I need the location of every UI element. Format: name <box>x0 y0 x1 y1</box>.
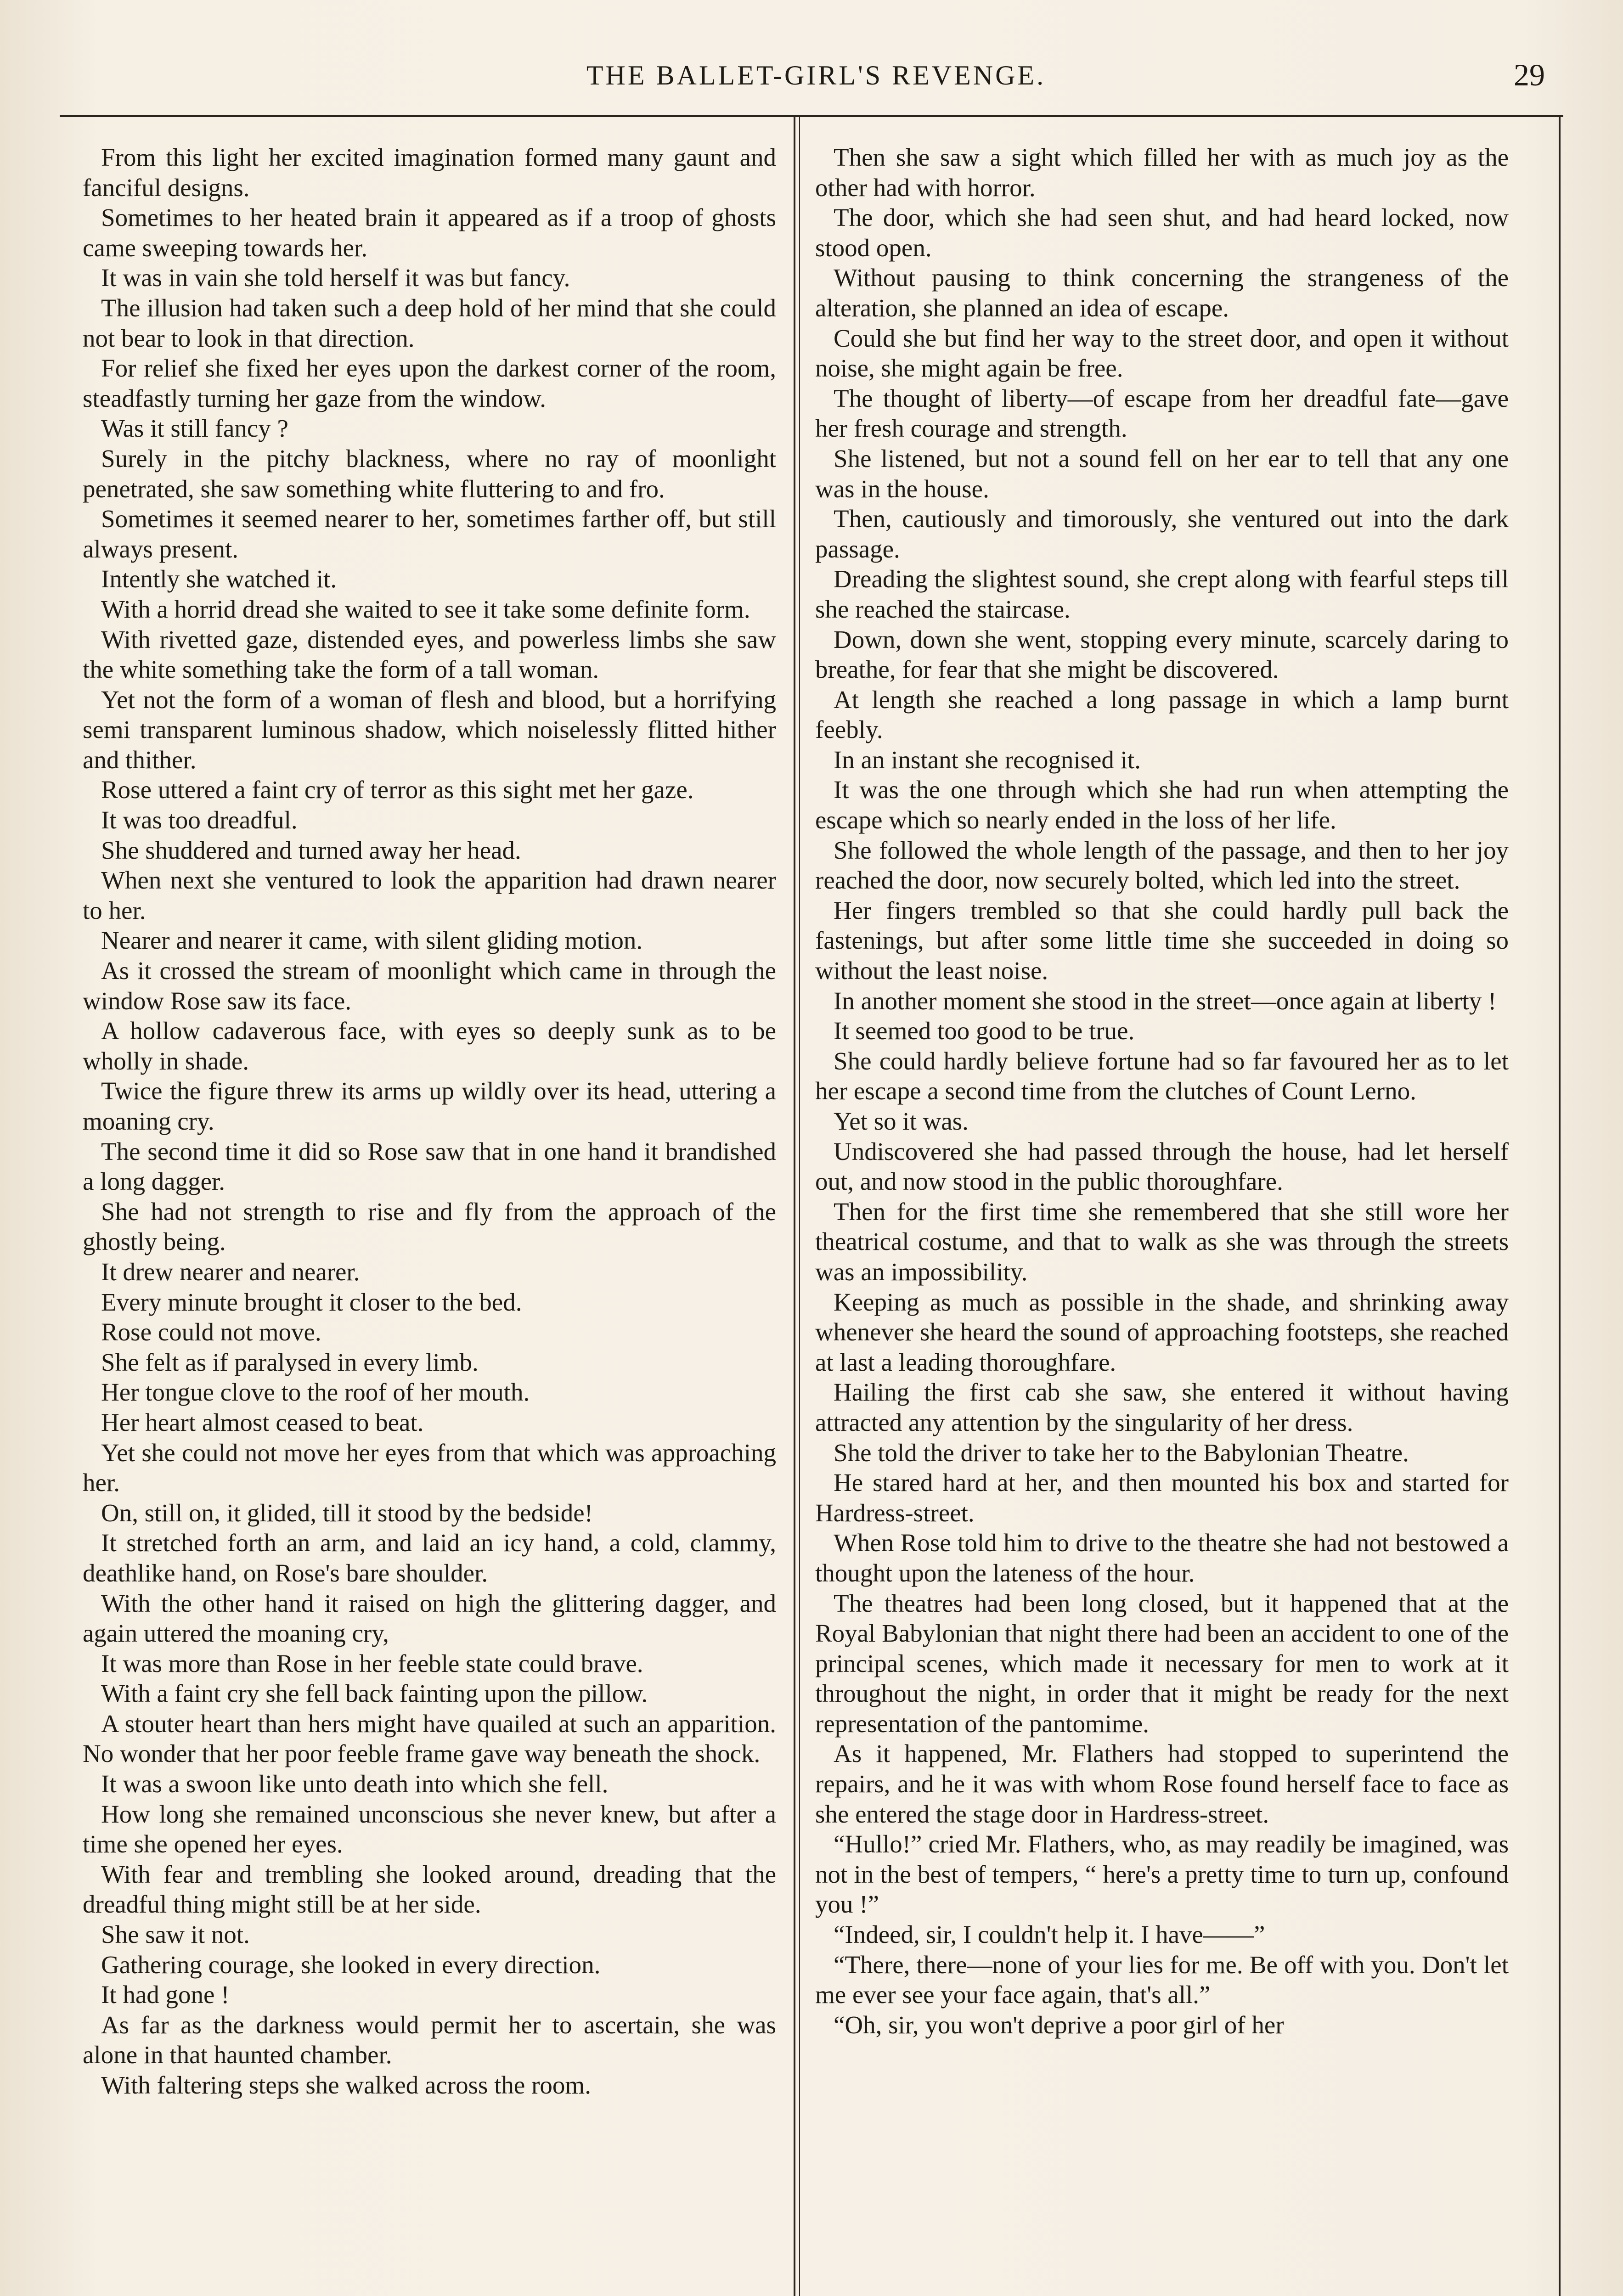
paragraph: She told the driver to take her to the Babylonian Theatre. <box>834 1438 1409 1467</box>
column-divider-thin <box>799 115 800 2296</box>
paragraph: Undiscovered she had passed through the house, had let herself out, and now stood in the public thoroughfare. <box>815 1137 1509 1196</box>
paragraph: It was more than Rose in her feeble state could brave. <box>101 1649 643 1677</box>
paragraph: Every minute brought it closer to the bed. <box>101 1288 522 1316</box>
paragraph: She had not strength to rise and fly from the approach of the ghostly being. <box>83 1197 776 1256</box>
paragraph: A hollow cadaverous face, with eyes so deeply sunk as to be wholly in shade. <box>83 1017 776 1075</box>
paragraph: Could she but find her way to the street door, and open it without noise, she might again be free. <box>815 324 1509 383</box>
paragraph: She saw it not. <box>101 1920 250 1949</box>
paragraph: As far as the darkness would permit her to ascertain, she was alone in that haunted chamber. <box>83 2010 776 2069</box>
paragraph: The second time it did so Rose saw that in one hand it brandished a long dagger. <box>83 1137 776 1196</box>
paragraph: Gathering courage, she looked in every direction. <box>101 1950 601 1979</box>
paragraph: On, still on, it glided, till it stood by the bedside! <box>101 1498 593 1527</box>
paragraph: She could hardly believe fortune had so far favoured her as to let her escape a second time from the clutches of Count Lerno. <box>815 1047 1509 1105</box>
paragraph: With the other hand it raised on high the glittering dagger, and again uttered the moaning cry, <box>83 1589 776 1648</box>
paragraph: How long she remained unconscious she never knew, but after a time she opened her eyes. <box>83 1800 776 1858</box>
paragraph: It had gone ! <box>101 1981 230 2009</box>
paragraph: Her heart almost ceased to beat. <box>101 1408 424 1436</box>
left-column <box>83 142 776 2100</box>
paragraph: Hailing the first cab she saw, she entered it without having attracted any attention by the singularity of her dress. <box>815 1378 1509 1436</box>
paragraph: With rivetted gaze, distended eyes, and powerless limbs she saw the white something take the form of a tall woman. <box>83 625 776 684</box>
paragraph: It was the one through which she had run when attempting the escape which so nearly ended in the loss of her life. <box>815 776 1509 834</box>
paragraph: Surely in the pitchy blackness, where no ray of moonlight penetrated, she saw something white fluttering to and fro. <box>83 444 776 503</box>
paragraph: Yet not the form of a woman of flesh and blood, but a horrifying semi transparent luminous shadow, which noiselessly flitted hither and thither. <box>83 685 776 774</box>
top-rule <box>60 115 1563 117</box>
paragraph: Sometimes it seemed nearer to her, sometimes farther off, but still always present. <box>83 505 776 563</box>
running-title: THE BALLET-GIRL'S REVENGE. <box>586 60 1046 90</box>
paragraph: With a faint cry she fell back fainting upon the pillow. <box>101 1679 648 1708</box>
paragraph: “Indeed, sir, I couldn't help it. I have——” <box>834 1920 1265 1949</box>
page-header <box>69 51 1563 101</box>
paragraph: Rose could not move. <box>101 1318 321 1346</box>
paragraph: Rose uttered a faint cry of terror as this sight met her gaze. <box>101 776 694 804</box>
paragraph: A stouter heart than hers might have quailed at such an apparition. No wonder that her poor feeble frame gave way beneath the shock. <box>83 1709 776 1768</box>
paragraph: In another moment she stood in the street—once again at liberty ! <box>834 986 1497 1015</box>
paragraph: “Hullo!” cried Mr. Flathers, who, as may readily be imagined, was not in the best of tempers, “ here's a pretty time to turn up, confound you !” <box>815 1830 1509 1919</box>
paragraph: The theatres had been long closed, but it happened that at the Royal Babylonian that night there had been an accident to one of the principal scenes, which made it necessary for men to work at it throughout the night, in order that it might be ready for the next representation of the pantomime. <box>815 1589 1509 1738</box>
paragraph: At length she reached a long passage in which a lamp burnt feebly. <box>815 685 1509 744</box>
paragraph: She shuddered and turned away her head. <box>101 836 521 864</box>
paragraph: Twice the figure threw its arms up wildly over its head, uttering a moaning cry. <box>83 1077 776 1135</box>
paragraph: Her tongue clove to the roof of her mouth. <box>101 1378 530 1407</box>
paragraph: The illusion had taken such a deep hold of her mind that she could not bear to look in that direction. <box>83 293 776 352</box>
paragraph: When next she ventured to look the apparition had drawn nearer to her. <box>83 866 776 924</box>
paragraph: Nearer and nearer it came, with silent gliding motion. <box>101 926 643 955</box>
paragraph: The thought of liberty—of escape from her dreadful fate—gave her fresh courage and strength. <box>815 384 1509 443</box>
paragraph: Was it still fancy ? <box>101 414 288 443</box>
paragraph: “Oh, sir, you won't deprive a poor girl of her <box>834 2010 1284 2039</box>
paragraph: Then, cautiously and timorously, she ventured out into the dark passage. <box>815 505 1509 563</box>
paragraph: Keeping as much as possible in the shade, and shrinking away whenever she heard the sound of approaching footsteps, she reached at last a leading thoroughfare. <box>815 1288 1509 1376</box>
paragraph: He stared hard at her, and then mounted his box and started for Hardress-street. <box>815 1469 1509 1527</box>
page-number: 29 <box>1514 57 1545 92</box>
paragraph: Down, down she went, stopping every minute, scarcely daring to breathe, for fear that she might be discovered. <box>815 625 1509 684</box>
paragraph: As it crossed the stream of moonlight which came in through the window Rose saw its face. <box>83 957 776 1015</box>
paragraph: It was too dreadful. <box>101 806 298 834</box>
paragraph: For relief she fixed her eyes upon the darkest corner of the room, steadfastly turning her gaze from the window. <box>83 354 776 412</box>
paragraph: With fear and trembling she looked around, dreading that the dreadful thing might still be at her side. <box>83 1860 776 1919</box>
paragraph: The door, which she had seen shut, and had heard locked, now stood open. <box>815 203 1509 262</box>
paragraph: Her fingers trembled so that she could hardly pull back the fastenings, but after some little time she succeeded in doing so without the least noise. <box>815 896 1509 985</box>
paragraph: Without pausing to think concerning the strangeness of the alteration, she planned an idea of escape. <box>815 264 1509 322</box>
paragraph: When Rose told him to drive to the theatre she had not bestowed a thought upon the lateness of the hour. <box>815 1529 1509 1587</box>
paragraph: Yet so it was. <box>834 1107 969 1135</box>
paragraph: Sometimes to her heated brain it appeared as if a troop of ghosts came sweeping towards her. <box>83 203 776 262</box>
paragraph: It stretched forth an arm, and laid an icy hand, a cold, clammy, deathlike hand, on Rose's bare shoulder. <box>83 1529 776 1587</box>
paragraph: Dreading the slightest sound, she crept along with fearful steps till she reached the staircase. <box>815 565 1509 623</box>
column-divider <box>794 115 795 2296</box>
paragraph: She felt as if paralysed in every limb. <box>101 1348 479 1376</box>
paragraph: It was a swoon like unto death into which she fell. <box>101 1770 609 1798</box>
paragraph: With a horrid dread she waited to see it take some definite form. <box>101 595 750 623</box>
paragraph: It was in vain she told herself it was but fancy. <box>101 264 570 292</box>
paragraph: She followed the whole length of the passage, and then to her joy reached the door, now securely bolted, which led into the street. <box>815 836 1509 895</box>
paragraph: Yet she could not move her eyes from that which was approaching her. <box>83 1438 776 1497</box>
paragraph: It drew nearer and nearer. <box>101 1257 360 1286</box>
paragraph: With faltering steps she walked across the room. <box>101 2071 591 2099</box>
paragraph: Then for the first time she remembered that she still wore her theatrical costume, and that to walk as she was through the streets was an impossibility. <box>815 1197 1509 1286</box>
paragraph: As it happened, Mr. Flathers had stopped to superintend the repairs, and he it was with whom Rose found herself face to face as she entered the stage door in Hardress-street. <box>815 1739 1509 1828</box>
paragraph: Intently she watched it. <box>101 565 337 593</box>
paragraph: From this light her excited imagination formed many gaunt and fanciful designs. <box>83 143 776 202</box>
paragraph: “There, there—none of your lies for me. Be off with you. Don't let me ever see your face again, that's all.” <box>815 1950 1509 2009</box>
paragraph: Then she saw a sight which filled her with as much joy as the other had with horror. <box>815 143 1509 202</box>
paragraph: It seemed too good to be true. <box>834 1017 1135 1045</box>
paragraph: She listened, but not a sound fell on her ear to tell that any one was in the house. <box>815 444 1509 503</box>
right-column <box>815 142 1509 2040</box>
paragraph: In an instant she recognised it. <box>834 745 1141 774</box>
right-frame-rule <box>1559 115 1561 2296</box>
